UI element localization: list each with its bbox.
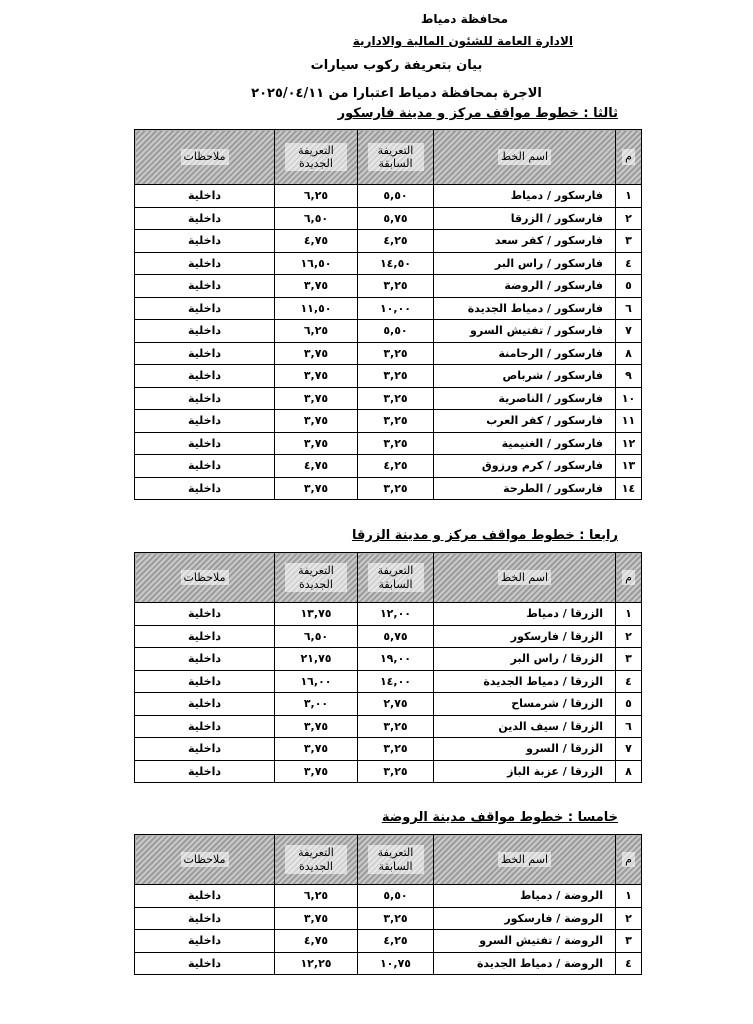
- new-fare: ٦,٢٥: [275, 320, 358, 343]
- new-fare: ٣,٧٥: [275, 387, 358, 410]
- table-row: [135, 185, 642, 208]
- row-number: ١٣: [616, 455, 642, 478]
- row-number: ٥: [616, 693, 642, 716]
- old-fare: ٣,٢٥: [358, 275, 434, 298]
- row-number: ٣: [616, 930, 642, 953]
- route-name: الروضة / دمياط: [434, 885, 616, 908]
- route-name: فارسكور / الروضة: [434, 275, 616, 298]
- row-number: ٨: [616, 342, 642, 365]
- old-fare: ١٤,٠٠: [358, 670, 434, 693]
- table-row: [135, 907, 642, 930]
- route-name: الزرقا / شرمساح: [434, 693, 616, 716]
- notes: داخلية: [135, 907, 275, 930]
- notes: داخلية: [135, 477, 275, 500]
- notes: داخلية: [135, 952, 275, 975]
- header-name: اسم الخط: [434, 130, 616, 185]
- document-subtitle: الاجرة بمحافظة دمياط اعتبارا من ٢٠٢٥/٠٤/١١: [251, 86, 542, 101]
- table-row: [135, 625, 642, 648]
- new-fare: ٣,٧٥: [275, 760, 358, 783]
- row-number: ١٤: [616, 477, 642, 500]
- old-fare: ٣,٢٥: [358, 760, 434, 783]
- old-fare: ٥,٥٠: [358, 320, 434, 343]
- old-fare: ١٠,٧٥: [358, 952, 434, 975]
- table-row: [135, 230, 642, 253]
- new-fare: ٦,٥٠: [275, 207, 358, 230]
- notes: داخلية: [135, 275, 275, 298]
- row-number: ٣: [616, 648, 642, 671]
- notes: داخلية: [135, 320, 275, 343]
- header-m: م: [616, 130, 642, 185]
- notes: داخلية: [135, 455, 275, 478]
- table-row: [135, 477, 642, 500]
- new-fare: ٤,٧٥: [275, 230, 358, 253]
- fare-table-rawda: [134, 834, 642, 975]
- row-number: ٩: [616, 365, 642, 388]
- new-fare: ٣,٧٥: [275, 275, 358, 298]
- notes: داخلية: [135, 603, 275, 626]
- table-row: [135, 885, 642, 908]
- new-fare: ٣,٧٥: [275, 365, 358, 388]
- old-fare: ٣,٢٥: [358, 907, 434, 930]
- row-number: ٤: [616, 952, 642, 975]
- notes: داخلية: [135, 693, 275, 716]
- notes: داخلية: [135, 230, 275, 253]
- notes: داخلية: [135, 297, 275, 320]
- old-fare: ١٠,٠٠: [358, 297, 434, 320]
- row-number: ٦: [616, 297, 642, 320]
- old-fare: ٤,٢٥: [358, 930, 434, 953]
- route-name: الروضة / فارسكور: [434, 907, 616, 930]
- row-number: ٧: [616, 738, 642, 761]
- fare-table-zarqa: [134, 552, 642, 783]
- table-row: [135, 275, 642, 298]
- new-fare: ٣,٧٥: [275, 410, 358, 433]
- route-name: الزرقا / عزبة الباز: [434, 760, 616, 783]
- header-old-fare: التعريفة السابقة: [358, 835, 434, 885]
- old-fare: ١٢,٠٠: [358, 603, 434, 626]
- new-fare: ٣,٧٥: [275, 432, 358, 455]
- route-name: فارسكور / كفر العرب: [434, 410, 616, 433]
- row-number: ١١: [616, 410, 642, 433]
- route-name: فارسكور / الطرحة: [434, 477, 616, 500]
- route-name: الزرقا / دمياط: [434, 603, 616, 626]
- table-row: [135, 715, 642, 738]
- notes: داخلية: [135, 342, 275, 365]
- table-row: [135, 297, 642, 320]
- fare-table-farskour: [134, 129, 642, 500]
- route-name: فارسكور / الغنيمية: [434, 432, 616, 455]
- notes: داخلية: [135, 432, 275, 455]
- new-fare: ٣,٧٥: [275, 715, 358, 738]
- header-notes: ملاحظات: [135, 835, 275, 885]
- old-fare: ٣,٢٥: [358, 387, 434, 410]
- row-number: ٨: [616, 760, 642, 783]
- route-name: فارسكور / كرم ورزوق: [434, 455, 616, 478]
- old-fare: ٥,٧٥: [358, 625, 434, 648]
- header-m: م: [616, 835, 642, 885]
- row-number: ١: [616, 185, 642, 208]
- old-fare: ٣,٢٥: [358, 432, 434, 455]
- table-row: [135, 952, 642, 975]
- row-number: ٢: [616, 907, 642, 930]
- notes: داخلية: [135, 670, 275, 693]
- route-name: فارسكور / كفر سعد: [434, 230, 616, 253]
- table-row: [135, 365, 642, 388]
- notes: داخلية: [135, 930, 275, 953]
- header-new-fare: التعريفة الجديدة: [275, 553, 358, 603]
- old-fare: ٣,٢٥: [358, 477, 434, 500]
- new-fare: ١١,٥٠: [275, 297, 358, 320]
- new-fare: ٢١,٧٥: [275, 648, 358, 671]
- new-fare: ٦,٢٥: [275, 185, 358, 208]
- old-fare: ٣,٢٥: [358, 342, 434, 365]
- header-new-fare: التعريفة الجديدة: [275, 835, 358, 885]
- row-number: ٤: [616, 252, 642, 275]
- old-fare: ٣,٢٥: [358, 365, 434, 388]
- route-name: الزرقا / السرو: [434, 738, 616, 761]
- new-fare: ٣,٧٥: [275, 907, 358, 930]
- header-old-fare: التعريفة السابقة: [358, 130, 434, 185]
- table-row: [135, 342, 642, 365]
- notes: داخلية: [135, 410, 275, 433]
- route-name: الروضة / تفتيش السرو: [434, 930, 616, 953]
- old-fare: ٣,٢٥: [358, 410, 434, 433]
- header-notes: ملاحظات: [135, 130, 275, 185]
- table-row: [135, 455, 642, 478]
- old-fare: ١٩,٠٠: [358, 648, 434, 671]
- row-number: ٥: [616, 275, 642, 298]
- old-fare: ٣,٢٥: [358, 738, 434, 761]
- department-title: الادارة العامة للشئون المالية والادارية: [352, 34, 573, 48]
- table-row: [135, 930, 642, 953]
- table-row: [135, 670, 642, 693]
- new-fare: ١٦,٠٠: [275, 670, 358, 693]
- row-number: ٢: [616, 625, 642, 648]
- governorate-title: محافظة دمياط: [420, 12, 508, 26]
- notes: داخلية: [135, 625, 275, 648]
- notes: داخلية: [135, 185, 275, 208]
- route-name: فارسكور / شرباص: [434, 365, 616, 388]
- route-name: الروضة / دمياط الجديدة: [434, 952, 616, 975]
- table-row: [135, 410, 642, 433]
- new-fare: ٤,٧٥: [275, 455, 358, 478]
- header-old-fare: التعريفة السابقة: [358, 553, 434, 603]
- row-number: ٣: [616, 230, 642, 253]
- row-number: ٧: [616, 320, 642, 343]
- new-fare: ٣,٧٥: [275, 738, 358, 761]
- row-number: ٦: [616, 715, 642, 738]
- route-name: الزرقا / راس البر: [434, 648, 616, 671]
- row-number: ٤: [616, 670, 642, 693]
- new-fare: ٦,٢٥: [275, 885, 358, 908]
- route-name: فارسكور / راس البر: [434, 252, 616, 275]
- notes: داخلية: [135, 738, 275, 761]
- old-fare: ٤,٢٥: [358, 455, 434, 478]
- table-row: [135, 760, 642, 783]
- route-name: الزرقا / سيف الدين: [434, 715, 616, 738]
- route-name: الزرقا / دمياط الجديدة: [434, 670, 616, 693]
- section-title-zarqa: رابعا : خطوط مواقف مركز و مدينة الزرقا: [351, 528, 618, 543]
- table-row: [135, 648, 642, 671]
- route-name: فارسكور / الزرقا: [434, 207, 616, 230]
- old-fare: ٥,٥٠: [358, 185, 434, 208]
- new-fare: ٦,٥٠: [275, 625, 358, 648]
- document-title: بيان بتعريفة ركوب سيارات: [310, 58, 483, 73]
- row-number: ١٢: [616, 432, 642, 455]
- notes: داخلية: [135, 760, 275, 783]
- route-name: فارسكور / الناصرية: [434, 387, 616, 410]
- header-name: اسم الخط: [434, 835, 616, 885]
- notes: داخلية: [135, 885, 275, 908]
- notes: داخلية: [135, 648, 275, 671]
- route-name: الزرقا / فارسكور: [434, 625, 616, 648]
- notes: داخلية: [135, 715, 275, 738]
- row-number: ١: [616, 603, 642, 626]
- notes: داخلية: [135, 387, 275, 410]
- new-fare: ١٦,٥٠: [275, 252, 358, 275]
- row-number: ٢: [616, 207, 642, 230]
- route-name: فارسكور / دمياط الجديدة: [434, 297, 616, 320]
- old-fare: ٥,٧٥: [358, 207, 434, 230]
- old-fare: ٣,٢٥: [358, 715, 434, 738]
- table-row: [135, 320, 642, 343]
- section-title-farskour: ثالثا : خطوط مواقف مركز و مدينة فارسكور: [337, 106, 618, 121]
- new-fare: ١٢,٢٥: [275, 952, 358, 975]
- header-new-fare: التعريفة الجديدة: [275, 130, 358, 185]
- route-name: فارسكور / الرحامنة: [434, 342, 616, 365]
- row-number: ١: [616, 885, 642, 908]
- table-row: [135, 603, 642, 626]
- table-row: [135, 432, 642, 455]
- header-notes: ملاحظات: [135, 553, 275, 603]
- table-row: [135, 252, 642, 275]
- new-fare: ١٣,٧٥: [275, 603, 358, 626]
- table-row: [135, 387, 642, 410]
- header-name: اسم الخط: [434, 553, 616, 603]
- header-m: م: [616, 553, 642, 603]
- old-fare: ١٤,٥٠: [358, 252, 434, 275]
- route-name: فارسكور / تفتيش السرو: [434, 320, 616, 343]
- row-number: ١٠: [616, 387, 642, 410]
- notes: داخلية: [135, 207, 275, 230]
- old-fare: ٥,٥٠: [358, 885, 434, 908]
- new-fare: ٣,٧٥: [275, 342, 358, 365]
- table-row: [135, 738, 642, 761]
- notes: داخلية: [135, 252, 275, 275]
- table-row: [135, 693, 642, 716]
- notes: داخلية: [135, 365, 275, 388]
- new-fare: ٣,٧٥: [275, 477, 358, 500]
- route-name: فارسكور / دمياط: [434, 185, 616, 208]
- old-fare: ٢,٧٥: [358, 693, 434, 716]
- new-fare: ٣,٠٠: [275, 693, 358, 716]
- old-fare: ٤,٢٥: [358, 230, 434, 253]
- new-fare: ٤,٧٥: [275, 930, 358, 953]
- table-row: [135, 207, 642, 230]
- section-title-rawda: خامسا : خطوط مواقف مدينة الروضة: [381, 810, 618, 825]
